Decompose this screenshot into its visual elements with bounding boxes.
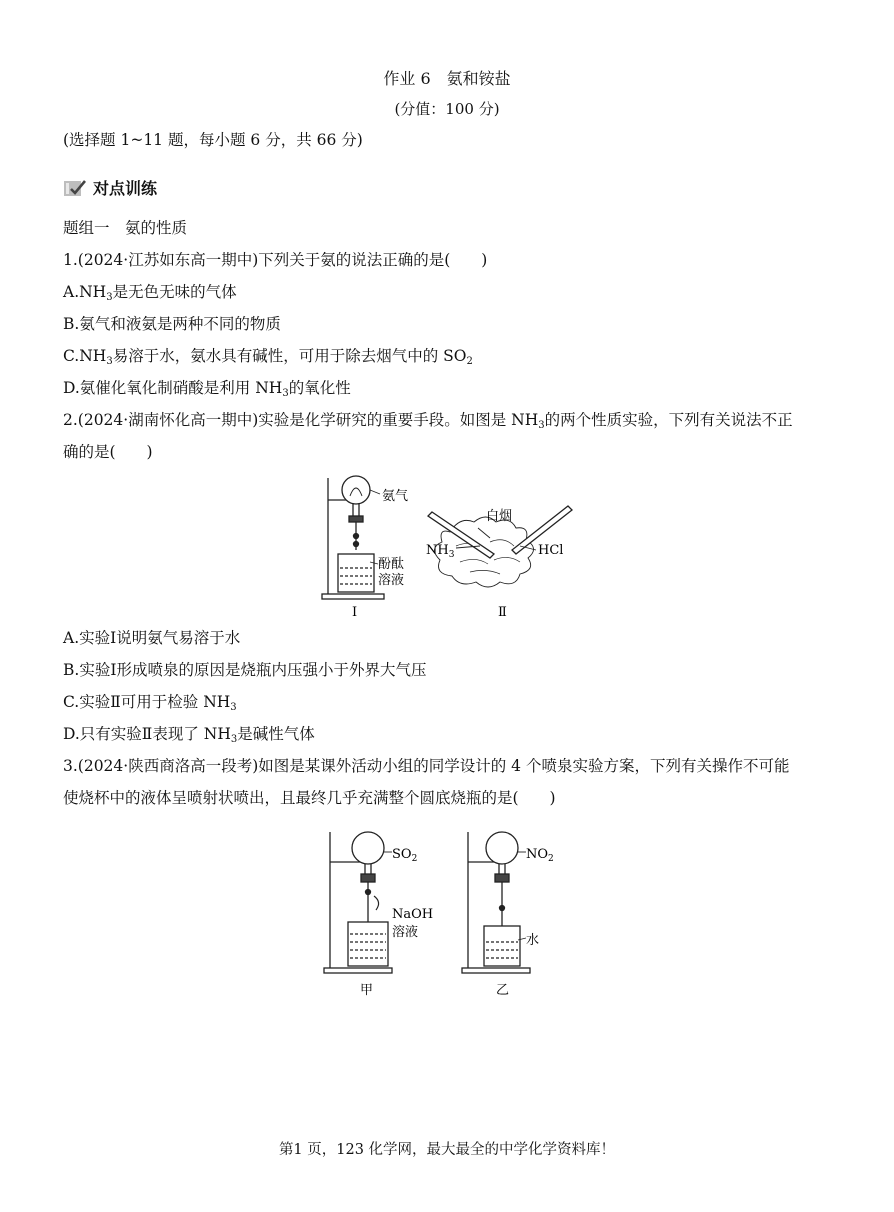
- q2-figure: [310, 472, 590, 620]
- q1-option-b: B.氨气和液氨是两种不同的物质: [63, 315, 281, 333]
- label-so2: $SO_2$: [392, 847, 418, 864]
- page-footer: 第1 页，123 化学网，最大最全的中学化学资料库！: [278, 1142, 616, 1158]
- group-title: 题组一 氨的性质: [63, 219, 188, 237]
- label-phenolphthalein-2: 溶液: [378, 573, 405, 588]
- q1-option-c: $C.NH_3$易溶于水，氨水具有碱性，可用于除去烟气中的 $SO_2$: [63, 347, 473, 367]
- q1-option-d: D.氨催化氧化制硝酸是利用 $NH_3$的氧化性: [63, 379, 351, 399]
- section-label: 对点训练: [93, 179, 158, 198]
- section-heading: [63, 176, 157, 199]
- instruction: (选择题 1~11 题，每小题 6 分，共 66 分): [63, 131, 363, 149]
- page-title: 作业 6 氨和铵盐: [383, 69, 511, 88]
- q3-figure: [318, 826, 568, 998]
- label-naoh-solution: 溶液: [392, 925, 419, 940]
- label-water: 水: [526, 933, 540, 948]
- label-white-smoke: 白烟: [486, 509, 513, 524]
- q2-option-a: A.实验Ⅰ说明氨气易溶于水: [63, 629, 241, 647]
- apparatus-1: [322, 476, 384, 599]
- q2-option-d: D.只有实验Ⅱ表现了 $NH_3$是碱性气体: [63, 725, 315, 745]
- label-phenolphthalein-1: 酚酞: [378, 557, 405, 572]
- pencil-check-icon: [63, 179, 87, 197]
- q2-stem-line1: 2.(2024·湖南怀化高一期中)实验是化学研究的重要手段。如图是 $NH_3$的两个性质实验，下列有关说法不正: [63, 411, 793, 431]
- label-ammonia: 氨气: [382, 489, 409, 504]
- label-nh3: $NH_3$: [426, 543, 455, 560]
- label-no2: $NO_2$: [526, 847, 554, 864]
- label-naoh: NaOH: [392, 907, 434, 922]
- score-info: (分值：100 分): [394, 100, 500, 118]
- q2-option-b: B.实验Ⅰ形成喷泉的原因是烧瓶内压强小于外界大气压: [63, 661, 427, 679]
- caption-jia: 甲: [360, 983, 374, 998]
- q1-stem: 1.(2024·江苏如东高一期中)下列关于氨的说法正确的是( ): [63, 251, 488, 269]
- q2-stem-line2: 确的是( ): [63, 443, 153, 461]
- caption-yi: 乙: [496, 983, 510, 998]
- caption-2: Ⅱ: [498, 605, 507, 620]
- q2-option-c: C.实验Ⅱ可用于检验 $NH_3$: [63, 693, 237, 713]
- apparatus-yi: [462, 832, 530, 973]
- apparatus-jia: [324, 832, 392, 973]
- q3-stem-line2: 使烧杯中的液体呈喷射状喷出，且最终几乎充满整个圆底烧瓶的是( ): [63, 789, 556, 807]
- q1-option-a: $A.NH_3$是无色无味的气体: [63, 283, 237, 303]
- q3-stem-line1: 3.(2024·陕西商洛高一段考)如图是某课外活动小组的同学设计的 4 个喷泉实验方案，下列有关操作不可能: [63, 757, 790, 775]
- label-hcl: HCl: [538, 543, 564, 558]
- caption-1: Ⅰ: [352, 605, 358, 620]
